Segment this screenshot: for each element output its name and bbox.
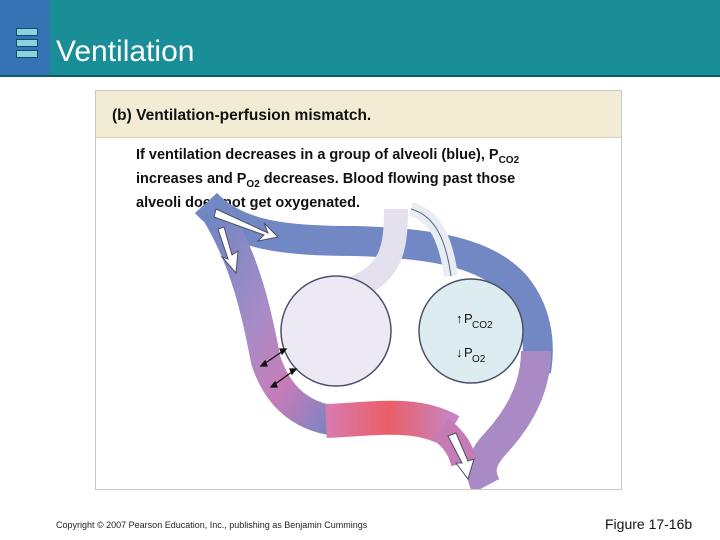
slide-title: Ventilation bbox=[56, 35, 195, 68]
up-arrow-icon: ↑ bbox=[456, 311, 463, 326]
slide-header bbox=[0, 0, 720, 76]
figure-number: Figure 17-16b bbox=[605, 516, 693, 532]
stacked-bars-icon bbox=[16, 28, 38, 64]
figure-heading: (b) Ventilation-perfusion mismatch. bbox=[112, 107, 372, 124]
copyright-notice: Copyright © 2007 Pearson Education, Inc., publishing as Benjamin Cummings bbox=[56, 520, 368, 530]
caption-line-2: increases and $P_{O2}$ decreases. Blood flowing past those bbox=[136, 170, 516, 190]
alveolus-normal bbox=[281, 276, 391, 386]
caption-line-3: alveoli does not get oxygenated. bbox=[136, 194, 360, 211]
figure-panel bbox=[95, 90, 622, 490]
header-divider bbox=[0, 75, 720, 77]
caption-line-1: If ventilation decreases in a group of alveoli (blue), $P_{CO2}$ bbox=[136, 147, 520, 166]
svg-text:P: P bbox=[464, 345, 473, 360]
alveolus-blocked bbox=[419, 279, 523, 383]
svg-text:CO2: CO2 bbox=[472, 320, 493, 331]
blood-vessel-red-segment bbox=[326, 418, 451, 431]
ventilation-perfusion-diagram bbox=[96, 91, 621, 489]
svg-text:P: P bbox=[464, 311, 473, 326]
svg-text:O2: O2 bbox=[472, 354, 486, 365]
down-arrow-icon: ↓ bbox=[456, 345, 463, 360]
